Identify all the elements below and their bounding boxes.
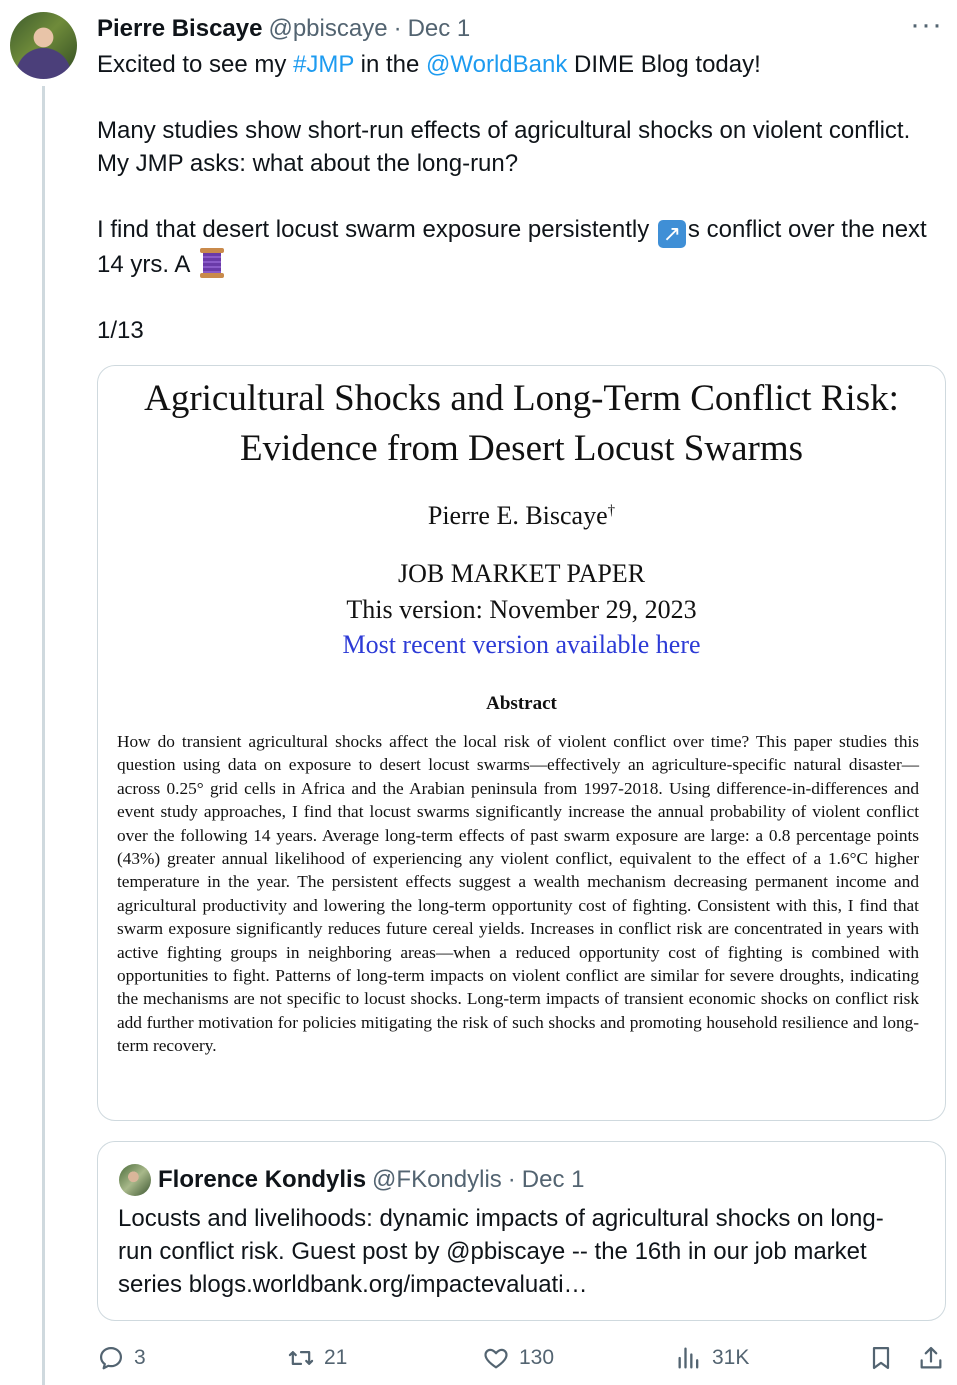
text-span: Excited to see my — [97, 51, 294, 78]
paper-title-line-1: Agricultural Shocks and Long-Term Conflict Risk: — [144, 378, 899, 419]
quoted-tweet[interactable] — [97, 1141, 946, 1321]
mention-worldbank[interactable]: @WorldBank — [426, 51, 568, 78]
like-count: 130 — [519, 1346, 555, 1369]
tweet-paragraph-3 — [97, 213, 947, 281]
quoted-tweet-date: Dec 1 — [521, 1166, 585, 1193]
quoted-author-handle: @FKondylis — [372, 1166, 502, 1193]
tweet-header — [97, 14, 470, 44]
more-horizontal-icon[interactable]: ··· — [910, 8, 943, 41]
quoted-header-separator: · — [507, 1166, 516, 1193]
abstract-heading: Abstract — [486, 693, 557, 714]
author-avatar[interactable] — [10, 12, 77, 79]
paper-version-link: Most recent version available here — [342, 630, 701, 659]
action-bar — [97, 1340, 947, 1376]
tweet-paragraph-4: 1/13 — [97, 317, 144, 344]
hashtag-jmp[interactable]: #JMP — [293, 51, 354, 78]
paper-version: This version: November 29, 2023 — [346, 595, 697, 624]
paper-author-name: Pierre E. Biscaye — [427, 501, 608, 530]
share-button[interactable] — [917, 1340, 954, 1376]
retweet-icon — [287, 1344, 315, 1372]
text-span: DIME Blog today! — [567, 51, 761, 78]
retweet-count: 21 — [324, 1346, 348, 1369]
reply-icon — [97, 1344, 125, 1372]
up-right-arrow-emoji-icon: ↗ — [658, 220, 686, 248]
tweet-paragraph-1 — [97, 48, 947, 81]
header-separator: · — [393, 15, 402, 42]
tweet-text — [97, 48, 947, 347]
views-icon — [675, 1344, 703, 1372]
share-icon — [917, 1344, 945, 1372]
retweet-button[interactable] — [287, 1340, 347, 1376]
like-icon — [482, 1344, 510, 1372]
reply-button[interactable] — [97, 1340, 146, 1376]
author-name[interactable]: Pierre Biscaye — [97, 15, 263, 42]
paper-title — [98, 374, 945, 474]
author-handle[interactable]: @pbiscaye — [268, 15, 388, 42]
views-button[interactable] — [675, 1340, 749, 1376]
text-span: in the — [354, 51, 427, 78]
bookmark-button[interactable] — [867, 1340, 904, 1376]
thread-spool-emoji-icon — [200, 248, 224, 278]
quoted-tweet-text: Locusts and livelihoods: dynamic impacts of agricultural shocks on long-run conflict risk. Guest post by @pbiscaye -- the 16th in our job market series blogs.worldbank.org/impactevaluati… — [118, 1205, 884, 1298]
quoted-author-avatar — [119, 1164, 151, 1196]
paper-author — [98, 501, 945, 531]
views-count: 31K — [712, 1346, 750, 1369]
paper-image[interactable] — [97, 365, 946, 1121]
quoted-author-name: Florence Kondylis — [158, 1166, 367, 1193]
abstract-body: How do transient agricultural shocks affect the local risk of violent conflict over time? This paper studies this question using data on exposure to desert locust swarms—effectively an agriculture-specific natural disaster—across 0.25° grid cells in Africa and the Arabian peninsula from 1997-2018. Using difference-in-differences and event study approaches, I find that locust swarms significantly increase the annual probability of violent conflict over the following 14 years. Average long-term effects of past swarm exposure are large: a 0.8 percentage points (43%) greater annual likelihood of experiencing any violent conflict, equivalent to the effect of a 1.6°C higher temperature in the year. The persistent effects suggest a wealth mechanism decreasing permanent income and agricultural productivity and lowering the long-term opportunity cost of fighting. Consistent with this, I find that swarm exposure significantly reduces future cereal yields. Increases in conflict risk are concentrated in years with active fighting groups in neighboring areas—when a reduced opportunity cost of fighting is combined with opportunities to fight. Patterns of long-term impacts on violent conflict are similar for severe droughts, indicating the mechanisms are not specific to locust shocks. Long-term impacts of transient economic shocks on conflict risk add further motivation for policies mitigating the risk of such shocks and promoting household resilience and long-term recovery. — [117, 732, 919, 1056]
bookmark-icon — [867, 1344, 895, 1372]
quoted-tweet-header — [158, 1164, 585, 1196]
reply-count: 3 — [134, 1346, 146, 1369]
tweet-date[interactable]: Dec 1 — [407, 15, 471, 42]
like-button[interactable] — [482, 1340, 554, 1376]
paper-author-mark: † — [607, 502, 616, 519]
paper-title-line-2: Evidence from Desert Locust Swarms — [239, 428, 804, 469]
text-span: I find that desert locust swarm exposure persistently — [97, 216, 656, 243]
tweet-paragraph-2: Many studies show short-run effects of agricultural shocks on violent conflict. My JMP asks: what about the long-run? — [97, 117, 911, 177]
paper-label: JOB MARKET PAPER — [397, 559, 646, 588]
text-span: s conflict over the next 14 yrs. A — [97, 216, 927, 278]
thread-line — [42, 86, 45, 1385]
